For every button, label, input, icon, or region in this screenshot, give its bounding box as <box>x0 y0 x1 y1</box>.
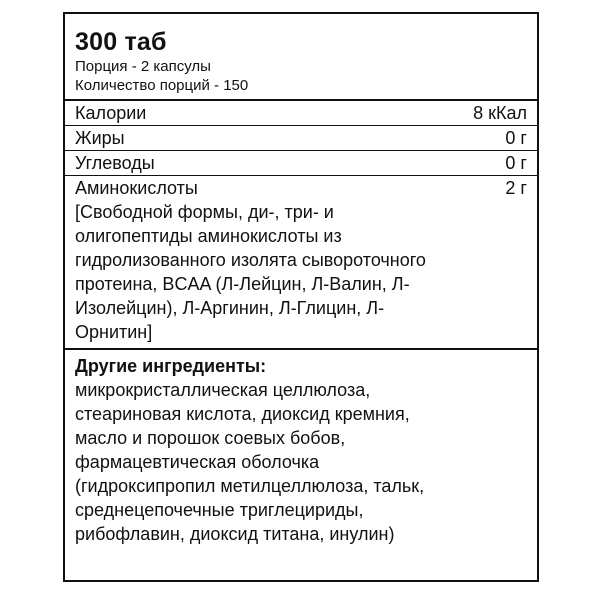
nutrient-name: Углеводы <box>75 153 155 173</box>
serving-size: Порция - 2 капсулы <box>75 58 211 75</box>
nutrient-value: 0 г <box>505 153 527 173</box>
other-ingredients-line: масло и порошок соевых бобов, <box>75 428 346 448</box>
other-ingredients-line: микрокристаллическая целлюлоза, <box>75 380 371 400</box>
nutrition-label <box>63 12 539 582</box>
nutrient-row-calories <box>65 101 537 125</box>
other-ingredients-line: (гидроксипропил метилцеллюлоза, тальк, <box>75 476 425 496</box>
nutrient-value: 2 г <box>505 178 527 198</box>
amino-acids-description <box>65 200 537 348</box>
amino-description-line: Орнитин] <box>75 322 153 342</box>
other-ingredients-line: рибофлавин, диоксид титана, инулин) <box>75 524 395 544</box>
amino-description-line: Изолейцин), Л-Аргинин, Л-Глицин, Л- <box>75 298 385 318</box>
other-ingredients-line: стеариновая кислота, диоксид кремния, <box>75 404 410 424</box>
label-title: 300 таб <box>75 28 167 56</box>
amino-description-line: олигопептиды аминокислоты из <box>75 226 342 246</box>
nutrient-row-fats <box>65 125 537 150</box>
nutrient-name: Аминокислоты <box>75 178 198 198</box>
other-ingredients-line: фармацевтическая оболочка <box>75 452 320 472</box>
nutrient-value: 8 кКал <box>473 103 527 123</box>
servings-count: Количество порций - 150 <box>75 77 249 94</box>
other-ingredients-line: среднецепочечные триглецириды, <box>75 500 364 520</box>
other-ingredients-title: Другие ингредиенты: <box>75 356 267 376</box>
amino-description-line: протеина, BCAA (Л-Лейцин, Л-Валин, Л- <box>75 274 410 294</box>
nutrient-name: Жиры <box>75 128 125 148</box>
other-ingredients <box>75 350 527 546</box>
nutrient-row-carbs <box>65 150 537 175</box>
amino-description-line: [Свободной формы, ди-, три- и <box>75 202 334 222</box>
nutrient-value: 0 г <box>505 128 527 148</box>
nutrients-table <box>65 99 537 350</box>
nutrient-name: Калории <box>75 103 147 123</box>
nutrient-row-amino-acids <box>65 175 537 200</box>
amino-description-line: гидролизованного изолята сывороточного <box>75 250 426 270</box>
